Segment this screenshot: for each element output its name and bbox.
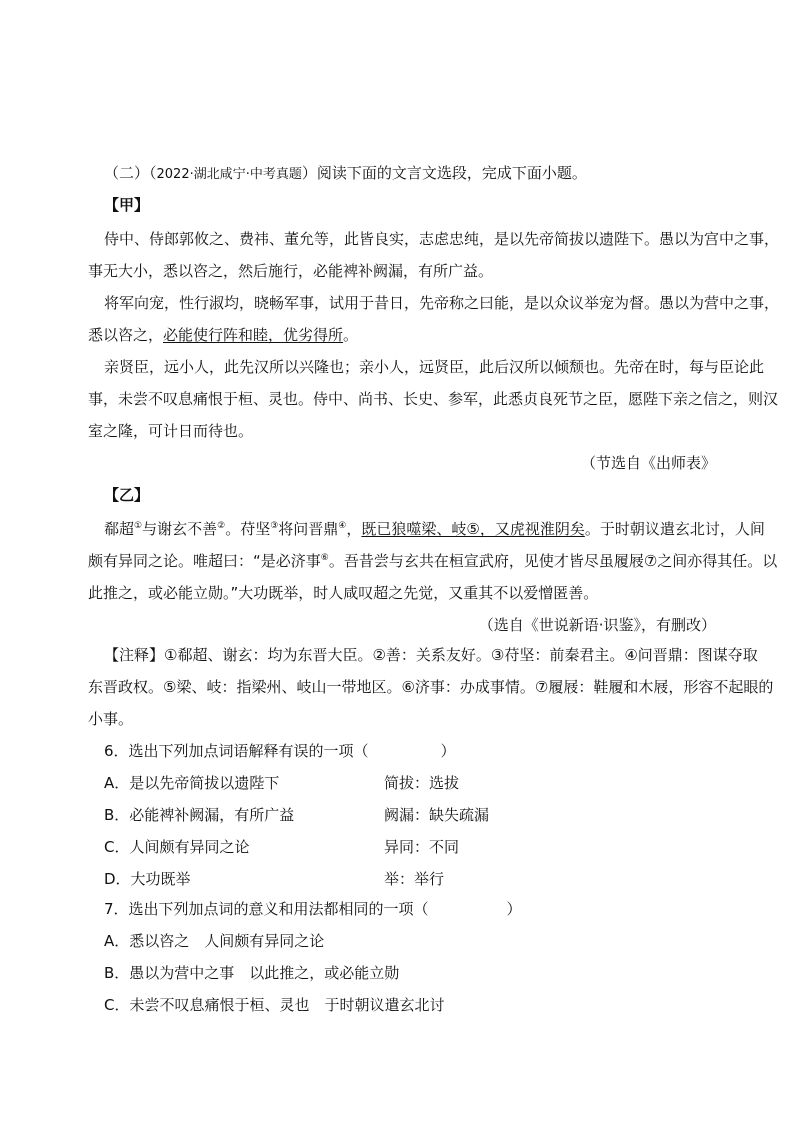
question-6-stem: 6．选出下列加点词语解释有误的一项（ ）: [104, 742, 456, 760]
passage-a-para3-line3: 室之隆，可计日而待也。: [88, 422, 254, 440]
question-7-stem: 7．选出下列加点词的意义和用法都相同的一项（ ）: [104, 900, 522, 918]
passage-a-para1-line2: 事无大小，悉以咨之，然后施行，必能裨补阙漏，有所广益。: [88, 262, 494, 280]
passage-b-label: 【乙】: [104, 486, 150, 504]
passage-a-para2-line1: 将军向宠，性行淑均，晓畅军事，试用于昔日，先帝称之曰能，是以众议举宠为督。愚以为营中之事，: [104, 294, 780, 312]
q7-option-c[interactable]: C．未尝不叹息痛恨于桓、灵也 于时朝议遣玄北讨: [104, 996, 445, 1014]
exam-page: （二）（2022·湖北咸宁·中考真题）阅读下面的文言文选段，完成下面小题。 【甲】 侍中、侍郎郭攸之、费祎、董允等，此皆良实，志虑忠纯，是以先帝简拔以遗陛下。愚以为宫中之事， 事无大小，悉以咨之，然后施行，必能裨补阙漏，有所广益。 将军向宠，性行淑均，晓畅军事，试用于昔日，先帝称之曰能，是以众议举宠为督。愚以为营中之事， 悉以咨之，必能使行阵和睦，优劣得所。 亲贤臣，远小人，此先汉所以兴隆也；亲小人，远贤臣，此后汉所以倾颓也。先帝在时，每与臣论此 事，未尝不叹息痛恨于桓、灵也。侍中、尚书、长史、参军，此悉贞良死节之臣，愿陛下亲之信之，则汉 室之隆，可计日而待也。 （节选自《出师表》 【乙】 郗超①与谢玄不善②。苻坚③将问晋鼎④，既已狼噬梁、岐⑤，又虎视淮阴矣。于时朝议遣玄北讨，人间 颇有异同之论。唯超曰：“是必济事⑥。吾昔尝与玄共在桓宣武府，见使才皆尽虽履屐⑦之间亦得其任。以 此推之，或必能立勋。”大功既举，时人咸叹超之先觉，又重其不以爱憎匿善。 （选自《世说新语·识鉴》，有删改） 【注释】①郗超、谢玄：均为东晋大臣。②善：关系友好。③苻坚：前秦君主。④问晋鼎：图谋夺取 东晋政权。⑤梁、岐：指梁州、岐山一带地区。⑥济事：办成事情。⑦履屐：鞋履和木屐，形容不起眼的 小事。 6．选出下列加点词语解释有误的一项（ ） A．是以先帝简拔以遗陛下 简拔：选拔 B．必能裨补阙漏，有所广益 阙漏：缺失疏漏 C．人间颇有异同之论 异同：不同 D．大功既举 举：举行 7．选出下列加点词的意义和用法都相同的一项（ ） A．悉以咨之 人间颇有异同之论 B．愚以为营中之事 以此推之，或必能立勋 C．未尝不叹息痛恨于桓、灵也 于时朝议遣玄北讨: [88, 164, 780, 1014]
passage-a-para3-line1: 亲贤臣，远小人，此先汉所以兴隆也；亲小人，远贤臣，此后汉所以倾颓也。先帝在时，每与臣论此: [104, 358, 765, 376]
notes-line2: 东晋政权。⑤梁、岐：指梁州、岐山一带地区。⑥济事：办成事情。⑦履屐：鞋履和木屐，形容不起眼的: [88, 678, 774, 696]
section-intro: （二）（2022·湖北咸宁·中考真题）阅读下面的文言文选段，完成下面小题。: [104, 164, 587, 182]
question-source: 2022·湖北咸宁·中考真题: [156, 167, 302, 182]
passage-a-para3-line2: 事，未尝不叹息痛恨于桓、灵也。侍中、尚书、长史、参军，此悉贞良死节之臣，愿陛下亲之信之，则汉: [88, 390, 779, 408]
passage-b-line1: 郗超①与谢玄不善②。苻坚③将问晋鼎④，既已狼噬梁、岐⑤，又虎视淮阴矣。于时朝议遣玄北讨，人间: [104, 520, 765, 538]
passage-b-source: （选自《世说新语·识鉴》，有删改）: [478, 616, 716, 634]
q7-option-b[interactable]: B．愚以为营中之事 以此推之，或必能立勋: [104, 964, 400, 982]
q7-option-a[interactable]: A．悉以咨之 人间颇有异同之论: [104, 932, 325, 950]
passage-a-para1-line1: 侍中、侍郎郭攸之、费祎、董允等，此皆良实，志虑忠纯，是以先帝简拔以遗陛下。愚以为宫中之事，: [104, 230, 780, 248]
passage-a-label: 【甲】: [104, 196, 150, 214]
underlined-sentence: 必能使行阵和睦，优劣得所: [163, 326, 344, 344]
passage-b-line3: 此推之，或必能立勋。”大功既举，时人咸叹超之先觉，又重其不以爱憎匿善。: [88, 584, 599, 602]
notes-line1: 【注释】①郗超、谢玄：均为东晋大臣。②善：关系友好。③苻坚：前秦君主。④问晋鼎：图谋夺取: [104, 646, 758, 664]
passage-a-para2-line2: 悉以咨之，必能使行阵和睦，优劣得所。: [88, 326, 359, 344]
underlined-sentence-b: 既已狼噬梁、岐⑤，又虎视淮阴矣: [361, 520, 585, 538]
passage-a-source: （节选自《出师表》: [580, 454, 716, 472]
passage-b-line2: 颇有异同之论。唯超曰：“是必济事⑥。吾昔尝与玄共在桓宣武府，见使才皆尽虽履屐⑦之间亦得其任。以: [88, 552, 778, 570]
notes-line3: 小事。: [88, 710, 134, 728]
